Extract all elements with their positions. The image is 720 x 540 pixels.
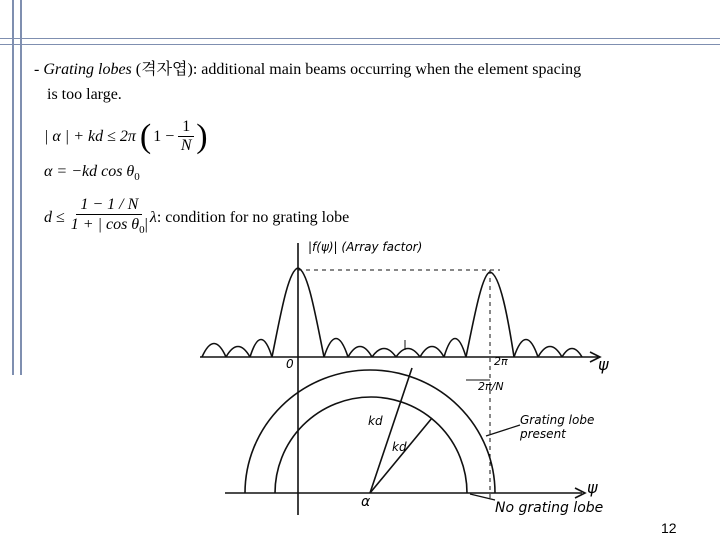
origin-label: 0 [286,357,294,371]
psi-label-upper: ψ [598,355,609,374]
eq1-lhs: | α | + kd ≤ 2π [44,127,136,145]
grating-present-line2: present [520,427,566,441]
eq3-den-close: | [144,216,148,233]
eq3-note: : condition for no grating lobe [156,208,350,226]
term-grating-lobes: Grating lobes [43,61,132,78]
sidelobe [348,347,372,358]
kd-upper-label: kd [368,414,383,428]
sidelobe [324,339,348,358]
psi-label-lower: ψ [587,478,598,497]
radius-kd-lower [370,418,432,493]
grating-present-label [520,413,594,441]
sidelobe [514,340,538,358]
sidelobe [420,347,444,358]
eq1-one-minus: 1 − [153,127,175,145]
radius-kd-upper [370,368,412,493]
sidelobe [372,349,396,358]
definition-text: : additional main beams occurring when the element spacing [192,61,582,78]
no-grating-label: No grating lobe [495,500,604,516]
two-pi-over-n-label: 2π/N [478,380,504,393]
sidelobe [444,339,466,358]
alpha-label: α [361,494,371,510]
outer-semicircle-grating-present [245,370,495,493]
grating-present-line1: Grating lobe [520,413,595,427]
eq3-lambda: λ [149,208,157,226]
sidelobe [562,349,582,358]
sidelobe [226,347,250,358]
eq1-paren-close: ) [196,117,208,155]
sidelobe [396,349,420,358]
eq1-numerator: 1 [178,118,194,137]
eq3-lhs: d ≤ [44,208,65,226]
inner-semicircle-no-grating [275,397,467,493]
sidelobe [202,344,226,358]
eq1-paren-open: ( [139,117,152,155]
bullet-prefix: - [34,61,44,78]
korean-term: (격자엽) [131,61,193,78]
eq2-subscript: 0 [134,171,140,184]
two-pi-label: 2π [494,355,508,368]
definition-continuation: is too large. [47,86,122,103]
eq3-den-subscript: 0 [139,224,145,237]
array-factor-label: |f(ψ)| (Array factor) [308,240,423,254]
kd-lower-label: kd [392,440,407,454]
sidelobe [538,347,562,358]
pointer-grating-present [486,425,520,436]
sidelobe [250,340,272,358]
pointer-no-grating [470,494,495,500]
eq2-text: α = −kd cos θ [44,163,135,180]
page-number: 12 [661,520,677,536]
eq3-numerator: 1 − 1 / N [76,195,142,215]
eq3-denominator-text: 1 + | cos θ [70,216,140,233]
eq1-denominator: N [180,137,192,154]
